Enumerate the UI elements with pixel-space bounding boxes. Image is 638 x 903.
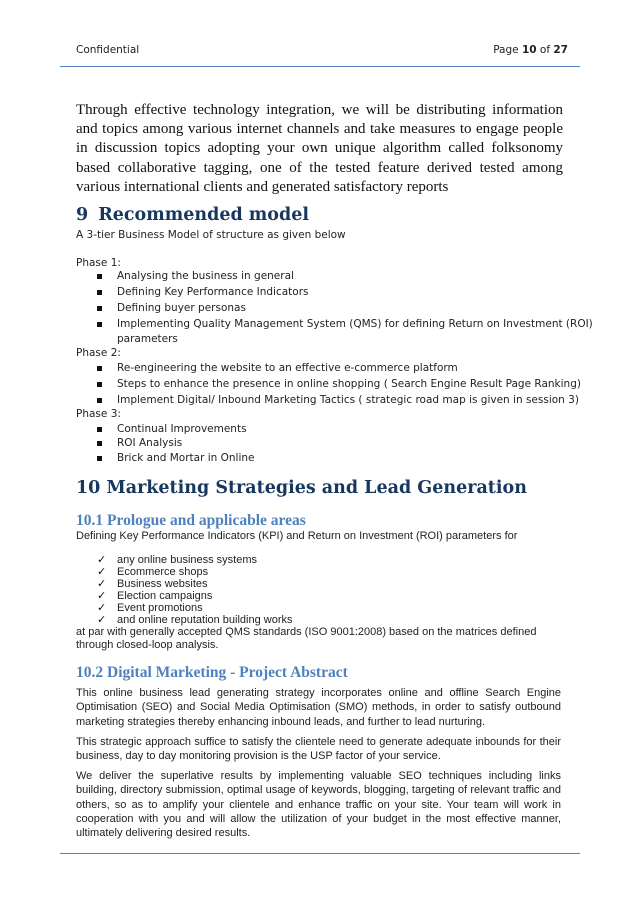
checklist-item: Election campaigns <box>117 590 213 602</box>
list-item-continuation: parameters <box>117 333 178 345</box>
square-bullet-icon <box>97 322 102 327</box>
page-prefix: Page <box>493 44 522 56</box>
checkmark-icon: ✓ <box>97 554 107 566</box>
list-item: Re-engineering the website to an effective e-commerce platform <box>117 362 458 374</box>
section-10-title: Marketing Strategies and Lead Generation <box>106 478 527 498</box>
checklist-item: Business websites <box>117 578 208 590</box>
square-bullet-icon <box>97 366 102 371</box>
confidential-label: Confidential <box>76 44 140 56</box>
subsection-10-1-heading: 10.1 Prologue and applicable areas <box>76 512 306 529</box>
list-item: Defining buyer personas <box>117 302 246 314</box>
checkmark-icon: ✓ <box>97 566 107 578</box>
checkmark-icon: ✓ <box>97 578 107 590</box>
list-item: Steps to enhance the presence in online shopping ( Search Engine Result Page Ranking) <box>117 378 581 390</box>
page-of: of <box>536 44 554 56</box>
section-9-title: Recommended model <box>98 205 309 225</box>
list-item: Brick and Mortar in Online <box>117 452 255 464</box>
subsection-10-1-closing: through closed-loop analysis. <box>76 639 219 651</box>
paragraph: This online business lead generating strategy incorporates online and offline Search Engine Optimisation (SEO) and Social Media Optimisation (SMO) methods, in order to satisfy outbound marketing strategies thereby enhancing inbound leads, and further to lead nurturing. <box>76 687 561 728</box>
section-10-number: 10 <box>76 478 101 498</box>
checklist-item: and online reputation building works <box>117 614 293 626</box>
subsection-10-1-lead: Defining Key Performance Indicators (KPI) and Return on Investment (ROI) parameters for <box>76 530 518 542</box>
checklist-item: Event promotions <box>117 602 203 614</box>
section-10-heading <box>76 478 527 498</box>
square-bullet-icon <box>97 441 102 446</box>
page-total: 27 <box>553 44 568 56</box>
square-bullet-icon <box>97 398 102 403</box>
square-bullet-icon <box>97 306 102 311</box>
footer-divider <box>60 853 580 854</box>
intro-paragraph: Through effective technology integration, we will be distributing information and topics among various internet channels and take measures to engage people in discussion topics adopting your own unique algorithm called folksonomy based collaborative tagging, one of the tested feature derived tested among various international clients and generated satisfactory reports <box>76 102 563 195</box>
phase-1-label: Phase 1: <box>76 257 121 269</box>
checkmark-icon: ✓ <box>97 614 107 626</box>
section-9-subtitle: A 3-tier Business Model of structure as given below <box>76 229 346 241</box>
square-bullet-icon <box>97 382 102 387</box>
list-item: Continual Improvements <box>117 423 247 435</box>
square-bullet-icon <box>97 290 102 295</box>
list-item: Implement Digital/ Inbound Marketing Tactics ( strategic road map is given in session 3) <box>117 394 579 406</box>
page-number <box>493 44 568 56</box>
paragraph: This strategic approach suffice to satisfy the clientele need to generate adequate inbounds for their business, day to day monitoring provision is the USP factor of your service. <box>76 736 561 763</box>
checklist-item: Ecommerce shops <box>117 566 209 578</box>
checkmark-icon: ✓ <box>97 590 107 602</box>
section-9-number: 9 <box>76 205 89 225</box>
header-divider <box>60 66 580 67</box>
section-9-heading <box>76 205 309 225</box>
paragraph: We deliver the superlative results by implementing valuable SEO techniques including links building, directory submission, optimal usage of keywords, blogging, targeting of relevant traffic and others, so as to amplify your clientele and enhance traffic on your site. Your team will work in cooperation with you and will allow the utilization of your budget in the most effective manner, ultimately delivering desired results. <box>76 770 561 840</box>
square-bullet-icon <box>97 456 102 461</box>
checklist-item: any online business systems <box>117 554 258 566</box>
checkmark-icon: ✓ <box>97 602 107 614</box>
list-item: Implementing Quality Management System (QMS) for defining Return on Investment (ROI) <box>117 318 593 330</box>
page-current: 10 <box>521 44 537 56</box>
list-item: Analysing the business in general <box>117 270 294 282</box>
list-item: Defining Key Performance Indicators <box>117 286 309 298</box>
phase-2-label: Phase 2: <box>76 347 121 359</box>
subsection-10-2-heading: 10.2 Digital Marketing - Project Abstract <box>76 664 348 681</box>
subsection-10-1-closing: at par with generally accepted QMS standards (ISO 9001:2008) based on the matrices defined <box>76 626 537 638</box>
phase-3-label: Phase 3: <box>76 408 121 420</box>
square-bullet-icon <box>97 274 102 279</box>
list-item: ROI Analysis <box>117 437 183 449</box>
square-bullet-icon <box>97 427 102 432</box>
